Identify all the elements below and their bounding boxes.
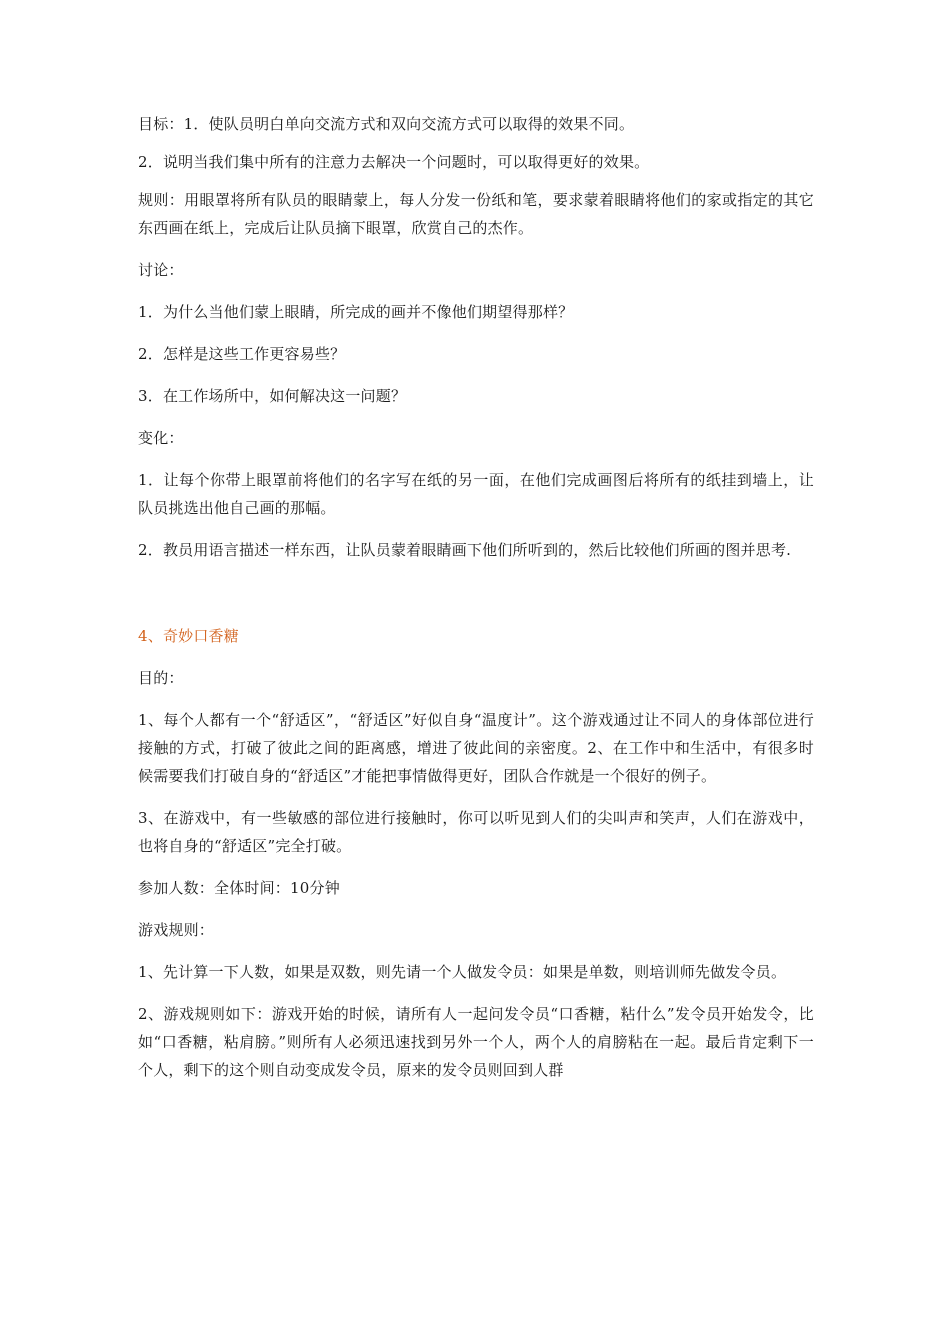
paragraph-rules: 规则：用眼罩将所有队员的眼睛蒙上，每人分发一份纸和笔，要求蒙着眼睛将他们的家或指定的其它东西画在纸上，完成后让队员摘下眼罩，欣赏自己的杰作。 — [138, 191, 814, 237]
paragraph-discussion-1: 1．为什么当他们蒙上眼睛，所完成的画并不像他们期望得那样？ — [138, 303, 574, 321]
paragraph-variation-1: 1．让每个你带上眼罩前将他们的名字写在纸的另一面，在他们完成画图后将所有的纸挂到墙上，让队员挑选出他自己画的那幅。 — [138, 471, 814, 517]
document-body — [138, 110, 814, 1098]
paragraph-goal: 目标：1．使队员明白单向交流方式和双向交流方式可以取得的效果不同。 — [138, 115, 635, 133]
paragraph-discussion-2: 2．怎样是这些工作更容易些？ — [138, 345, 346, 363]
paragraph-participants: 参加人数：全体时间：10分钟 — [138, 879, 340, 897]
paragraph-variation-label: 变化： — [138, 429, 184, 447]
paragraph-game-rules-2: 2、游戏规则如下：游戏开始的时候，请所有人一起问发令员“口香糖，粘什么”发令员开始发令，比如“口香糖，粘肩膀。”则所有人必须迅速找到另外一个人，两个人的肩膀粘在一起。最后肯定剩下一个人，剩下的这个则自动变成发令员，原来的发令员则回到人群 — [138, 1005, 814, 1079]
paragraph-game-rules-1: 1、先计算一下人数，如果是双数，则先请一个人做发令员：如果是单数，则培训师先做发令员。 — [138, 963, 787, 981]
paragraph-discussion-label: 讨论： — [138, 261, 184, 279]
paragraph-variation-2: 2．教员用语言描述一样东西，让队员蒙着眼睛画下他们所听到的，然后比较他们所画的图并思考. — [138, 541, 792, 559]
paragraph-purpose-3: 3、在游戏中，有一些敏感的部位进行接触时，你可以听见到人们的尖叫声和笑声，人们在游戏中，也将自身的“舒适区”完全打破。 — [138, 809, 814, 855]
paragraph-purpose-1: 1、每个人都有一个“舒适区”，“舒适区”好似自身“温度计”。这个游戏通过让不同人的身体部位进行接触的方式，打破了彼此之间的距离感，增进了彼此间的亲密度。2、在工作中和生活中，有很多时候需要我们打破自身的“舒适区”才能把事情做得更好，团队合作就是一个很好的例子。 — [138, 711, 814, 785]
paragraph-purpose-label: 目的： — [138, 669, 184, 687]
paragraph-game-rules-label: 游戏规则： — [138, 921, 215, 939]
section-heading: 4、奇妙口香糖 — [138, 627, 239, 645]
paragraph-goal-2: 2．说明当我们集中所有的注意力去解决一个问题时，可以取得更好的效果。 — [138, 153, 650, 171]
paragraph-discussion-3: 3．在工作场所中，如何解决这一问题？ — [138, 387, 407, 405]
